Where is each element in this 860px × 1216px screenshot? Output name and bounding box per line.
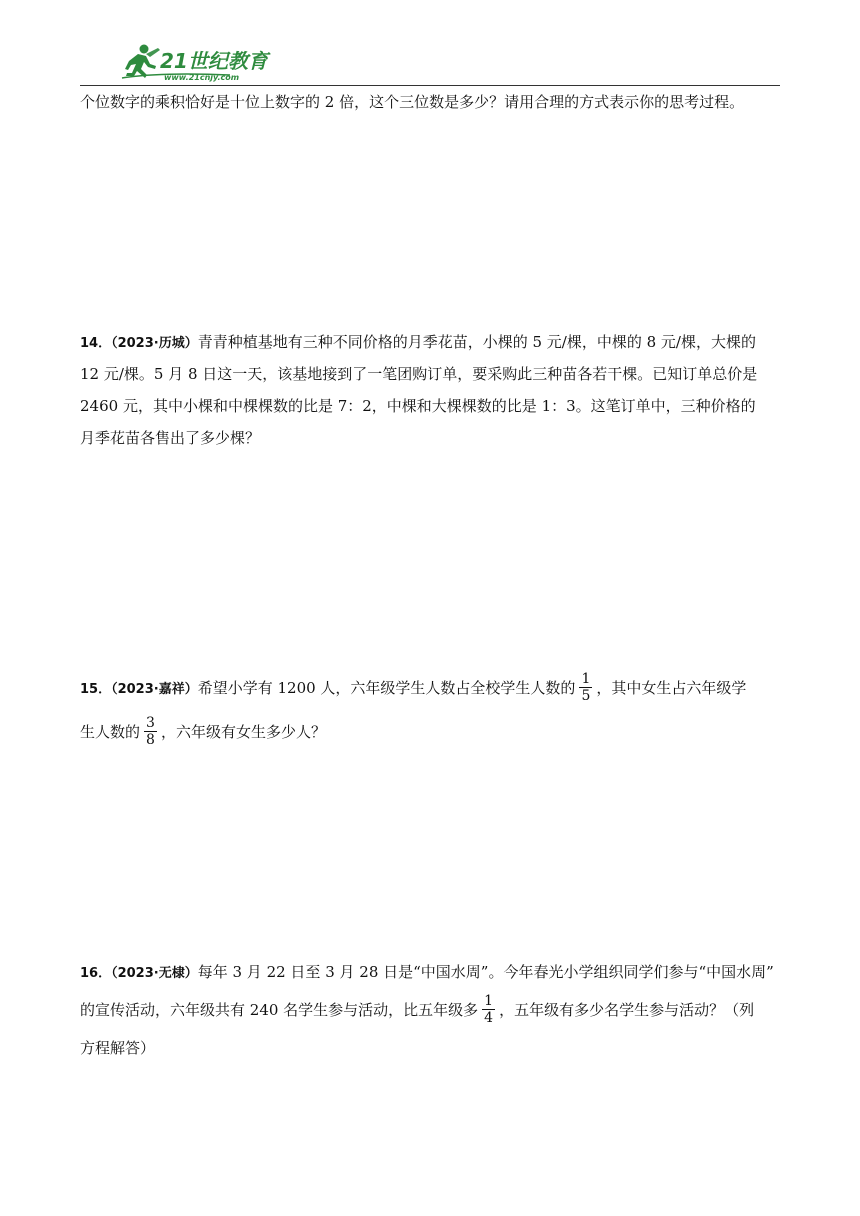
q15-text-2a: 生人数的 <box>80 723 141 741</box>
q15-line-1 <box>80 666 780 710</box>
q16-line-1 <box>80 956 780 988</box>
logo-url: www.21cnjy.com <box>164 73 240 82</box>
q15-line-2 <box>80 710 780 754</box>
question-14 <box>80 326 780 454</box>
q16-frac-denominator: 4 <box>484 1009 494 1026</box>
page-header <box>80 38 780 88</box>
q15-text-2b: ，六年级有女生多少人？ <box>160 723 326 741</box>
q16-text-2b: ，五年级有多少名学生参与活动？（列 <box>499 1001 755 1019</box>
question-16 <box>80 956 780 1064</box>
q15-frac2-numerator: 3 <box>146 714 155 731</box>
q15-frac1-numerator: 1 <box>581 670 591 687</box>
q15-frac1-denominator: 5 <box>581 687 591 704</box>
q15-text-1a: 希望小学有 1200 人，六年级学生人数占全校学生人数的 <box>197 679 576 697</box>
q16-frac-numerator: 1 <box>484 992 494 1009</box>
q14-line-1 <box>80 326 780 358</box>
q16-line-2 <box>80 988 780 1032</box>
question-15 <box>80 666 780 754</box>
q14-number: 14． <box>80 336 112 351</box>
q16-fraction <box>482 993 495 1026</box>
q16-text-2a: 的宣传活动，六年级共有 240 名学生参与活动，比五年级多 <box>80 1001 479 1019</box>
q15-frac2-denominator: 8 <box>146 731 155 748</box>
logo-21cnjy <box>100 42 300 84</box>
q14-line-3: 2460 元，其中小棵和中棵棵数的比是 7：2，中棵和大棵棵数的比是 1：3。这笔订单中，三种价格的 <box>80 397 756 415</box>
q16-source: （2023·无棣） <box>111 966 198 981</box>
q16-line-3: 方程解答） <box>80 1039 156 1057</box>
q15-text-1b: ，其中女生占六年级学 <box>596 679 747 697</box>
q15-fraction-2 <box>144 715 157 748</box>
q14-line-4: 月季花苗各售出了多少棵？ <box>80 429 261 447</box>
q16-text-1: 每年 3 月 22 日至 3 月 28 日是“中国水周”。今年春光小学组织同学们参与“中国水周” <box>197 963 774 981</box>
q14-source: （2023·历城） <box>111 336 198 351</box>
q16-number: 16． <box>80 966 112 981</box>
q13-line: 个位数字的乘积恰好是十位上数字的 2 倍，这个三位数是多少？请用合理的方式表示你的思考过程。 <box>80 93 745 111</box>
question-13-continuation <box>80 86 780 118</box>
q15-fraction-1 <box>579 671 592 704</box>
logo-text: 21世纪教育 <box>160 49 268 73</box>
q15-number: 15． <box>80 682 112 697</box>
q15-source: （2023·嘉祥） <box>111 682 198 697</box>
q14-line-2: 12 元/棵。5 月 8 日这一天，该基地接到了一笔团购订单，要采购此三种苗各若干棵。已知订单总价是 <box>80 365 758 383</box>
q14-text-1: 青青种植基地有三种不同价格的月季花苗，小棵的 5 元/棵，中棵的 8 元/棵，大棵的 <box>197 333 756 351</box>
